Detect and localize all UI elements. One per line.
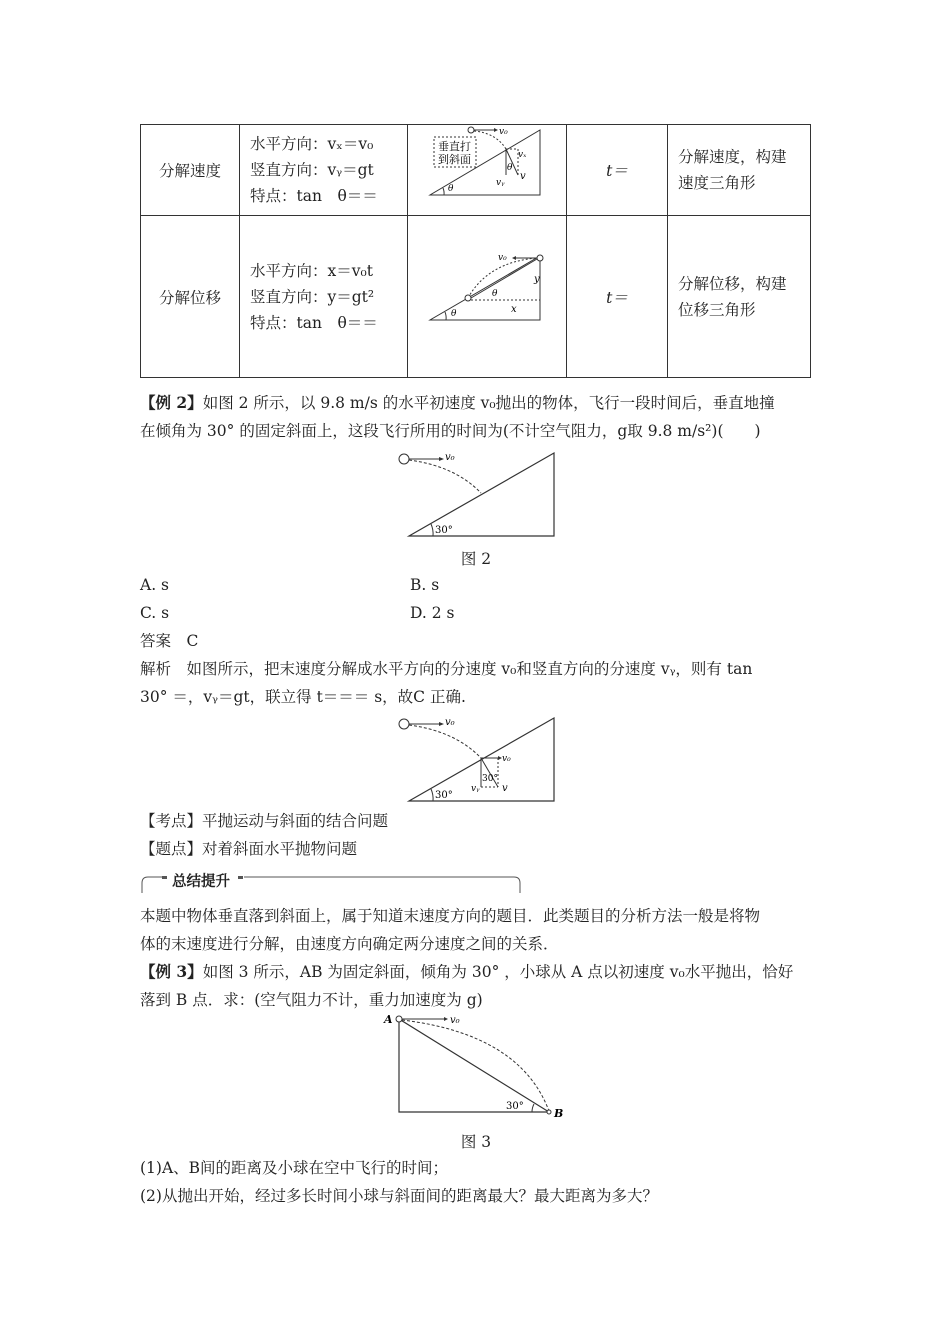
svg-text:30°: 30°: [482, 774, 498, 784]
example3-line2: 落到 B 点．求：(空气阻力不计，重力加速度为 g): [140, 991, 483, 1009]
time-cell: t＝: [567, 216, 668, 378]
option-c[interactable]: C. s: [140, 604, 170, 622]
analysis-line1: 解析 如图所示，把末速度分解成水平方向的分速度 v₀和竖直方向的分速度 vᵧ，则有 tan: [140, 660, 753, 678]
svg-text:y: y: [534, 274, 540, 285]
tidian: 【题点】对着斜面水平抛物问题: [140, 840, 358, 858]
figure-2-caption: 图 2: [460, 550, 492, 568]
formula-cell: 水平方向：x＝v₀t 竖直方向：y＝gt² 特点：tan θ＝＝: [240, 216, 408, 378]
table-row: [141, 125, 811, 216]
svg-text:x: x: [511, 304, 517, 315]
svg-text:v: v: [520, 171, 526, 182]
svg-text:θ: θ: [448, 184, 454, 194]
option-b[interactable]: B. s: [410, 576, 440, 594]
svg-text:v₀: v₀: [445, 717, 455, 728]
svg-text:v₀: v₀: [445, 452, 455, 463]
diagram-cell: [408, 125, 567, 216]
svg-text:v₀: v₀: [450, 1015, 460, 1026]
table-row: [141, 216, 811, 378]
svg-text:30°: 30°: [435, 790, 453, 801]
svg-text:B: B: [554, 1107, 564, 1120]
question-2: (2)从抛出开始，经过多长时间小球与斜面间的距离最大？最大距离为多大？: [140, 1187, 658, 1205]
svg-text:A: A: [384, 1014, 393, 1026]
method-table: [140, 124, 810, 367]
time-cell: t＝: [567, 125, 668, 216]
strategy-cell: 分解速度，构建 速度三角形: [668, 125, 811, 216]
velocity-decomposition-diagram: [408, 125, 567, 211]
figure-3: [380, 1014, 570, 1124]
analysis-line2: 30° ＝，vᵧ＝gt，联立得 t＝＝＝ s，故C 正确.: [140, 688, 466, 706]
method-cell: 分解速度: [141, 125, 240, 216]
kaodian: 【考点】平抛运动与斜面的结合问题: [140, 812, 389, 830]
example3-line1: 【例 3】如图 3 所示，AB 为固定斜面，倾角为 30° ，小球从 A 点以初速度 v₀水平抛出，恰好: [140, 962, 794, 981]
question-1: (1)A、B间的距离及小球在空中飞行的时间；: [140, 1159, 449, 1177]
summary-title: 总结提升: [172, 874, 230, 890]
summary-line2: 体的末速度进行分解，由速度方向确定两分速度之间的关系．: [140, 935, 559, 953]
diagram-cell: [408, 216, 567, 378]
option-a[interactable]: A. s: [140, 576, 170, 594]
svg-text:v₀: v₀: [499, 127, 508, 137]
example2-line1: 【例 2】如图 2 所示，以 9.8 m/s 的水平初速度 v₀抛出的物体，飞行一段时间后，垂直地撞: [140, 393, 775, 412]
svg-text:θ: θ: [492, 289, 498, 299]
formula-cell: 水平方向：vₓ＝v₀ 竖直方向：vᵧ＝gt 特点：tan θ＝＝: [240, 125, 408, 216]
displacement-decomposition-diagram: [408, 216, 567, 373]
figure-3-caption: 图 3: [460, 1133, 492, 1151]
example2-line2: 在倾角为 30° 的固定斜面上，这段飞行所用的时间为(不计空气阻力，g取 9.8 m/s²)( ): [140, 422, 761, 440]
svg-text:vᵧ: vᵧ: [471, 784, 480, 794]
svg-text:v₀: v₀: [502, 754, 511, 764]
svg-text:θ: θ: [451, 309, 457, 319]
answer: 答案 C: [140, 632, 199, 650]
svg-text:到斜面: 到斜面: [438, 153, 471, 166]
svg-text:垂直打: 垂直打: [438, 140, 471, 153]
method-cell: 分解位移: [141, 216, 240, 378]
svg-text:v₀: v₀: [498, 253, 507, 263]
summary-line1: 本题中物体垂直落到斜面上，属于知道末速度方向的题目．此类题目的分析方法一般是将物: [140, 907, 761, 925]
svg-text:v: v: [502, 783, 508, 794]
svg-text:30°: 30°: [435, 525, 453, 536]
svg-text:30°: 30°: [506, 1101, 524, 1112]
figure-2: [395, 448, 560, 540]
analysis-figure: [395, 713, 560, 805]
svg-text:θ: θ: [507, 163, 513, 173]
svg-text:vᵧ: vᵧ: [496, 178, 505, 188]
svg-text:vₓ: vₓ: [518, 150, 527, 160]
option-d[interactable]: D. 2 s: [410, 604, 455, 622]
strategy-cell: 分解位移，构建 位移三角形: [668, 216, 811, 378]
